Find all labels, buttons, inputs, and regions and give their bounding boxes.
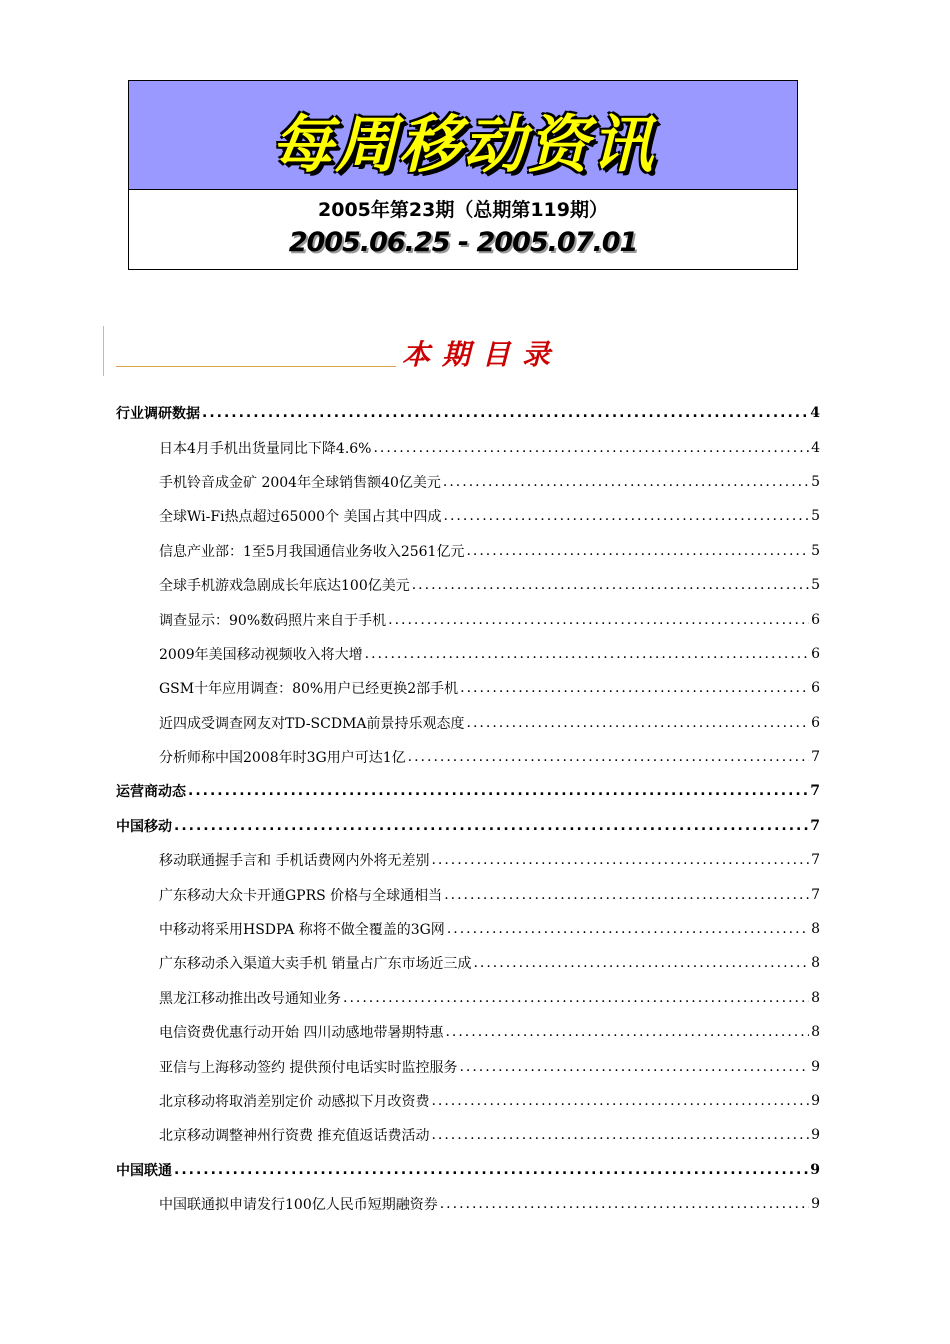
- toc-page-number: 6: [811, 714, 820, 731]
- toc-page-number: 4: [811, 439, 820, 456]
- toc-article-entry[interactable]: [116, 465, 820, 499]
- toc-leader-dots: [431, 1127, 809, 1143]
- toc-section-entry[interactable]: [116, 396, 820, 430]
- toc-article-entry[interactable]: [116, 843, 820, 877]
- toc-entry-title: 移动联通握手言和 手机话费网内外将无差别: [159, 853, 430, 870]
- toc-article-entry[interactable]: [116, 430, 820, 464]
- toc-article-entry[interactable]: [116, 499, 820, 533]
- toc-leader-dots: [365, 646, 809, 662]
- toc-article-entry[interactable]: [116, 637, 820, 671]
- toc-heading: 本期目录: [402, 338, 563, 371]
- toc-page-number: 7: [811, 852, 820, 869]
- toc-entry-title: 信息产业部：1至5月我国通信业务收入2561亿元: [159, 543, 465, 560]
- toc-entry-title: 中移动将采用HSDPA 称将不做全覆盖的3G网: [159, 922, 445, 939]
- toc-article-entry[interactable]: [116, 671, 820, 705]
- toc-leader-dots: [473, 955, 809, 971]
- toc-page-number: 7: [810, 783, 820, 800]
- toc-page-number: 9: [811, 1093, 820, 1109]
- toc-page-number: 5: [811, 542, 820, 559]
- toc-article-entry[interactable]: [116, 946, 820, 980]
- toc-leader-dots: [431, 852, 809, 868]
- toc-article-entry[interactable]: [116, 912, 820, 946]
- toc-article-entry[interactable]: [116, 568, 820, 602]
- toc-article-entry[interactable]: [116, 981, 820, 1015]
- toc-leader-dots: [188, 783, 808, 799]
- toc-leader-dots: [444, 508, 810, 524]
- toc-entry-title: 2009年美国移动视频收入将大增: [159, 646, 363, 663]
- toc-entry-title: 日本4月手机出货量同比下降4.6%: [159, 440, 372, 457]
- issue-number: 2005年第23期（总期第119期）: [318, 199, 608, 221]
- toc-entry-title: 中国联通拟申请发行100亿人民币短期融资券: [159, 1197, 438, 1214]
- toc-leader-dots: [408, 749, 809, 765]
- toc-leader-dots: [388, 612, 809, 628]
- toc-leader-dots: [460, 680, 809, 696]
- toc-leader-dots: [440, 1196, 809, 1212]
- toc-leader-dots: [373, 440, 809, 456]
- toc-page-number: 8: [811, 955, 820, 972]
- newsletter-header: [128, 80, 798, 270]
- toc-leader-dots: [467, 715, 810, 731]
- toc-page-number: 9: [811, 1058, 820, 1075]
- toc-heading-rule: [116, 366, 396, 367]
- toc-section-entry[interactable]: [116, 1153, 820, 1187]
- toc-article-entry[interactable]: [116, 1049, 820, 1083]
- toc-page-number: 8: [811, 989, 820, 1006]
- toc-article-entry[interactable]: [116, 602, 820, 636]
- toc-leader-dots: [412, 577, 809, 593]
- toc-entry-title: 近四成受调查网友对TD-SCDMA前景持乐观态度: [159, 715, 465, 732]
- toc-page-number: 6: [811, 645, 820, 662]
- toc-leader-dots: [174, 818, 808, 834]
- toc-entry-title: 亚信与上海移动签约 提供预付电话实时监控服务: [159, 1059, 458, 1076]
- toc-entry-title: 手机铃音成金矿 2004年全球销售额40亿美元: [159, 474, 441, 491]
- toc-page-number: 9: [811, 1127, 820, 1144]
- toc-leader-dots: [466, 543, 809, 559]
- toc-page-number: 8: [811, 921, 820, 938]
- toc-article-entry[interactable]: [116, 877, 820, 911]
- toc-leader-dots: [445, 1024, 809, 1040]
- toc-article-entry[interactable]: [116, 1118, 820, 1152]
- toc-page-number: 7: [811, 886, 820, 903]
- toc-page-number: 9: [811, 1196, 820, 1213]
- toc-article-entry[interactable]: [116, 706, 820, 740]
- toc-leader-dots: [343, 990, 809, 1006]
- toc-entry-title: 北京移动调整神州行资费 推充值返话费活动: [159, 1128, 430, 1145]
- toc-page-number: 5: [811, 508, 820, 525]
- toc-page-number: 7: [811, 749, 820, 766]
- toc-leader-dots: [444, 887, 809, 903]
- toc-leader-dots: [447, 921, 809, 937]
- toc-article-entry[interactable]: [116, 534, 820, 568]
- toc-entry-title: 中国联通: [116, 1162, 172, 1179]
- toc-page-number: 6: [811, 611, 820, 628]
- newsletter-title: 每周移动资讯: [270, 108, 655, 181]
- toc-entry-title: 广东移动大众卡开通GPRS 价格与全球通相当: [159, 887, 443, 904]
- toc-leader-dots: [443, 474, 809, 490]
- toc-page-number: 8: [811, 1024, 820, 1041]
- toc-leader-dots: [459, 1059, 809, 1075]
- toc-entry-title: 中国移动: [116, 818, 172, 835]
- toc-article-entry[interactable]: [116, 740, 820, 774]
- toc-leader-dots: [431, 1093, 809, 1109]
- toc-page-number: 4: [810, 405, 820, 422]
- toc-entry-title: 分析师称中国2008年时3G用户可达1亿: [159, 750, 406, 767]
- title-band: [129, 81, 797, 190]
- toc-article-entry[interactable]: [116, 1084, 820, 1118]
- toc-article-entry[interactable]: [116, 1187, 820, 1221]
- toc-page-number: 5: [811, 577, 820, 594]
- toc-entry-title: 电信资费优惠行动开始 四川动感地带暑期特惠: [159, 1025, 444, 1042]
- toc-leader-dots: [174, 1162, 808, 1178]
- margin-bar: [103, 326, 104, 376]
- toc-section-entry[interactable]: [116, 774, 820, 808]
- toc-page-number: 5: [811, 473, 820, 490]
- toc-section-entry[interactable]: [116, 809, 820, 843]
- toc-entry-title: 行业调研数据: [116, 406, 200, 423]
- toc-entry-title: 全球Wi-Fi热点超过65000个 美国占其中四成: [159, 509, 442, 526]
- toc-leader-dots: [202, 405, 808, 421]
- date-range: 2005.06.25 - 2005.07.01: [288, 227, 638, 258]
- toc-entry-title: 全球手机游戏急剧成长年底达100亿美元: [159, 578, 410, 595]
- toc-entry-title: 黑龙江移动推出改号通知业务: [159, 990, 341, 1007]
- toc-entry-title: 运营商动态: [116, 784, 186, 801]
- toc-entry-title: 广东移动杀入渠道大卖手机 销量占广东市场近三成: [159, 956, 472, 973]
- toc-entry-title: GSM十年应用调查：80%用户已经更换2部手机: [159, 681, 459, 698]
- table-of-contents: [116, 396, 820, 1221]
- toc-entry-title: 北京移动将取消差别定价 动感拟下月改资费: [159, 1094, 430, 1110]
- toc-entry-title: 调查显示：90%数码照片来自于手机: [159, 612, 387, 629]
- toc-article-entry[interactable]: [116, 1015, 820, 1049]
- toc-page-number: 9: [810, 1161, 820, 1178]
- toc-page-number: 7: [810, 817, 820, 834]
- toc-page-number: 6: [811, 680, 820, 697]
